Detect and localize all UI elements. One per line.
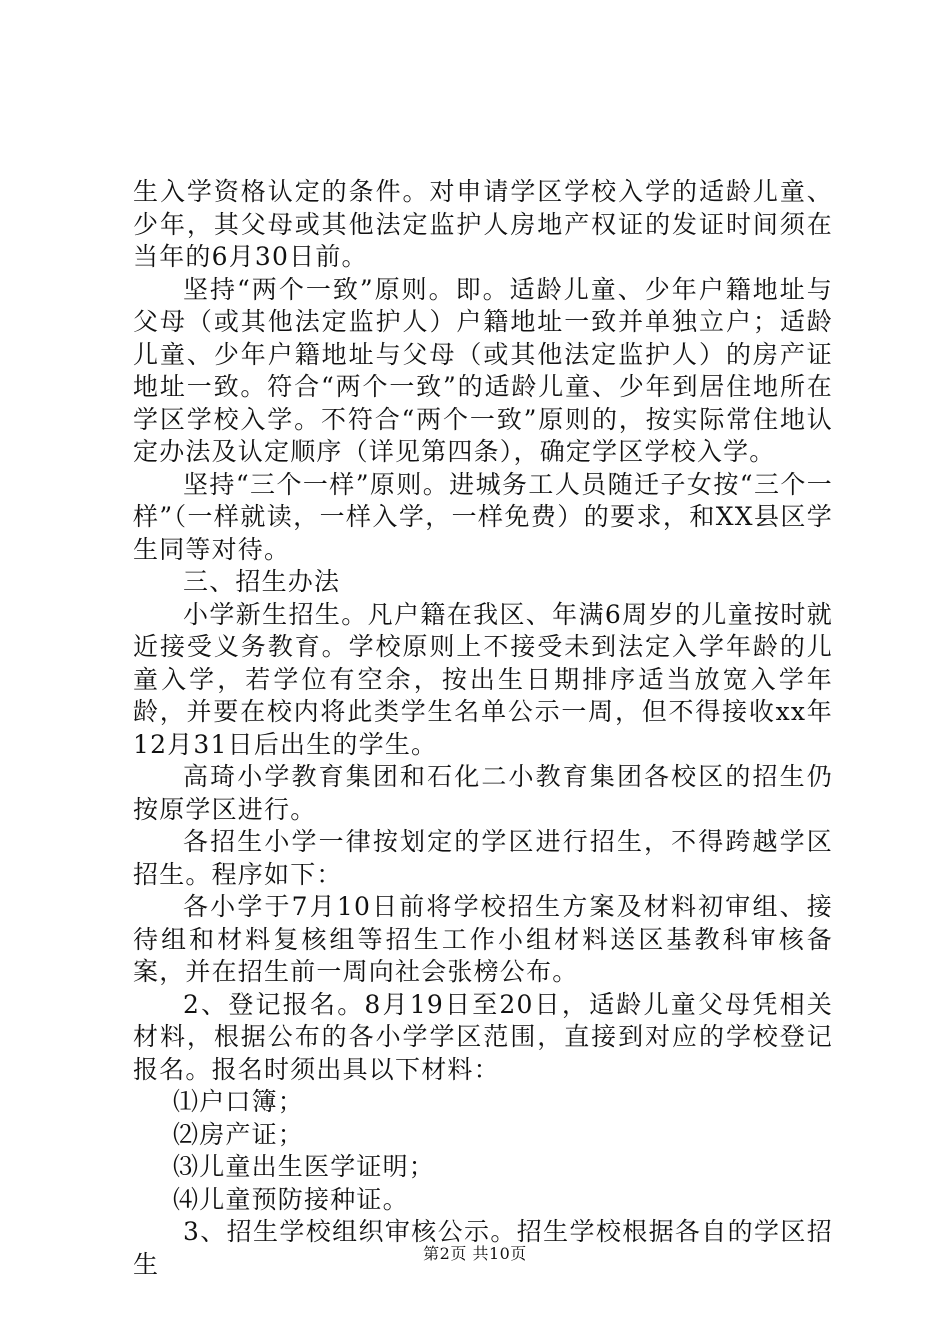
page-footer: 第2页 共10页 xyxy=(423,1244,527,1263)
list-item: ⑷儿童预防接种证。 xyxy=(173,1184,409,1214)
paragraph: 坚持“两个一致”原则。即。适龄儿童、少年户籍地址与父母（或其他法定监护人）户籍地址一致并单独立户；适龄儿童、少年户籍地址与父母（或其他法定监护人）的房产证地址一致。符合“两个一致”的适龄儿童、少年到居住地所在学区学校入学。不符合“两个一致”原则的，按实际常住地认定办法及认定顺序（详见第四条），确定学区学校入学。 xyxy=(133,274,833,466)
list-item: ⑴户口簿； xyxy=(173,1087,305,1116)
paragraph: 各招生小学一律按划定的学区进行招生，不得跨越学区招生。程序如下： xyxy=(133,827,833,889)
paragraph: 各小学于7月10日前将学校招生方案及材料初审组、接待组和材料复核组等招生工作小组材料送区基教科审核备案，并在招生前一周向社会张榜公布。 xyxy=(133,892,833,986)
paragraph: 小学新生招生。凡户籍在我区、年满6周岁的儿童按时就近接受义务教育。学校原则上不接受未到法定入学年龄的儿童入学，若学位有空余，按出生日期排序适当放宽入学年龄，并要在校内将此类学生名单公示一周，但不得接收xx年12月31日后出生的学生。 xyxy=(133,599,833,759)
paragraph: 高琦小学教育集团和石化二小教育集团各校区的招生仍按原学区进行。 xyxy=(133,762,833,824)
list-item: ⑶儿童出生医学证明； xyxy=(173,1152,436,1181)
list-item: ⑵房产证； xyxy=(173,1119,305,1149)
paragraph: 3、招生学校组织审核公示。招生学校根据各自的学区招生 xyxy=(133,1217,833,1279)
paragraph: 坚持“三个一样”原则。进城务工人员随迁子女按“三个一样”（一样就读，一样入学，一样免费）的要求，和XX县区学生同等对待。 xyxy=(133,469,833,564)
section-heading: 三、招生办法 xyxy=(183,567,341,596)
document-body xyxy=(133,176,833,1281)
paragraph: 2、登记报名。8月19日至20日，适龄儿童父母凭相关材料，根据公布的各小学学区范围，直接到对应的学校登记报名。报名时须出具以下材料： xyxy=(133,989,833,1084)
paragraph: 生入学资格认定的条件。对申请学区学校入学的适龄儿童、少年，其父母或其他法定监护人房地产权证的发证时间须在当年的6月30日前。 xyxy=(133,177,833,271)
